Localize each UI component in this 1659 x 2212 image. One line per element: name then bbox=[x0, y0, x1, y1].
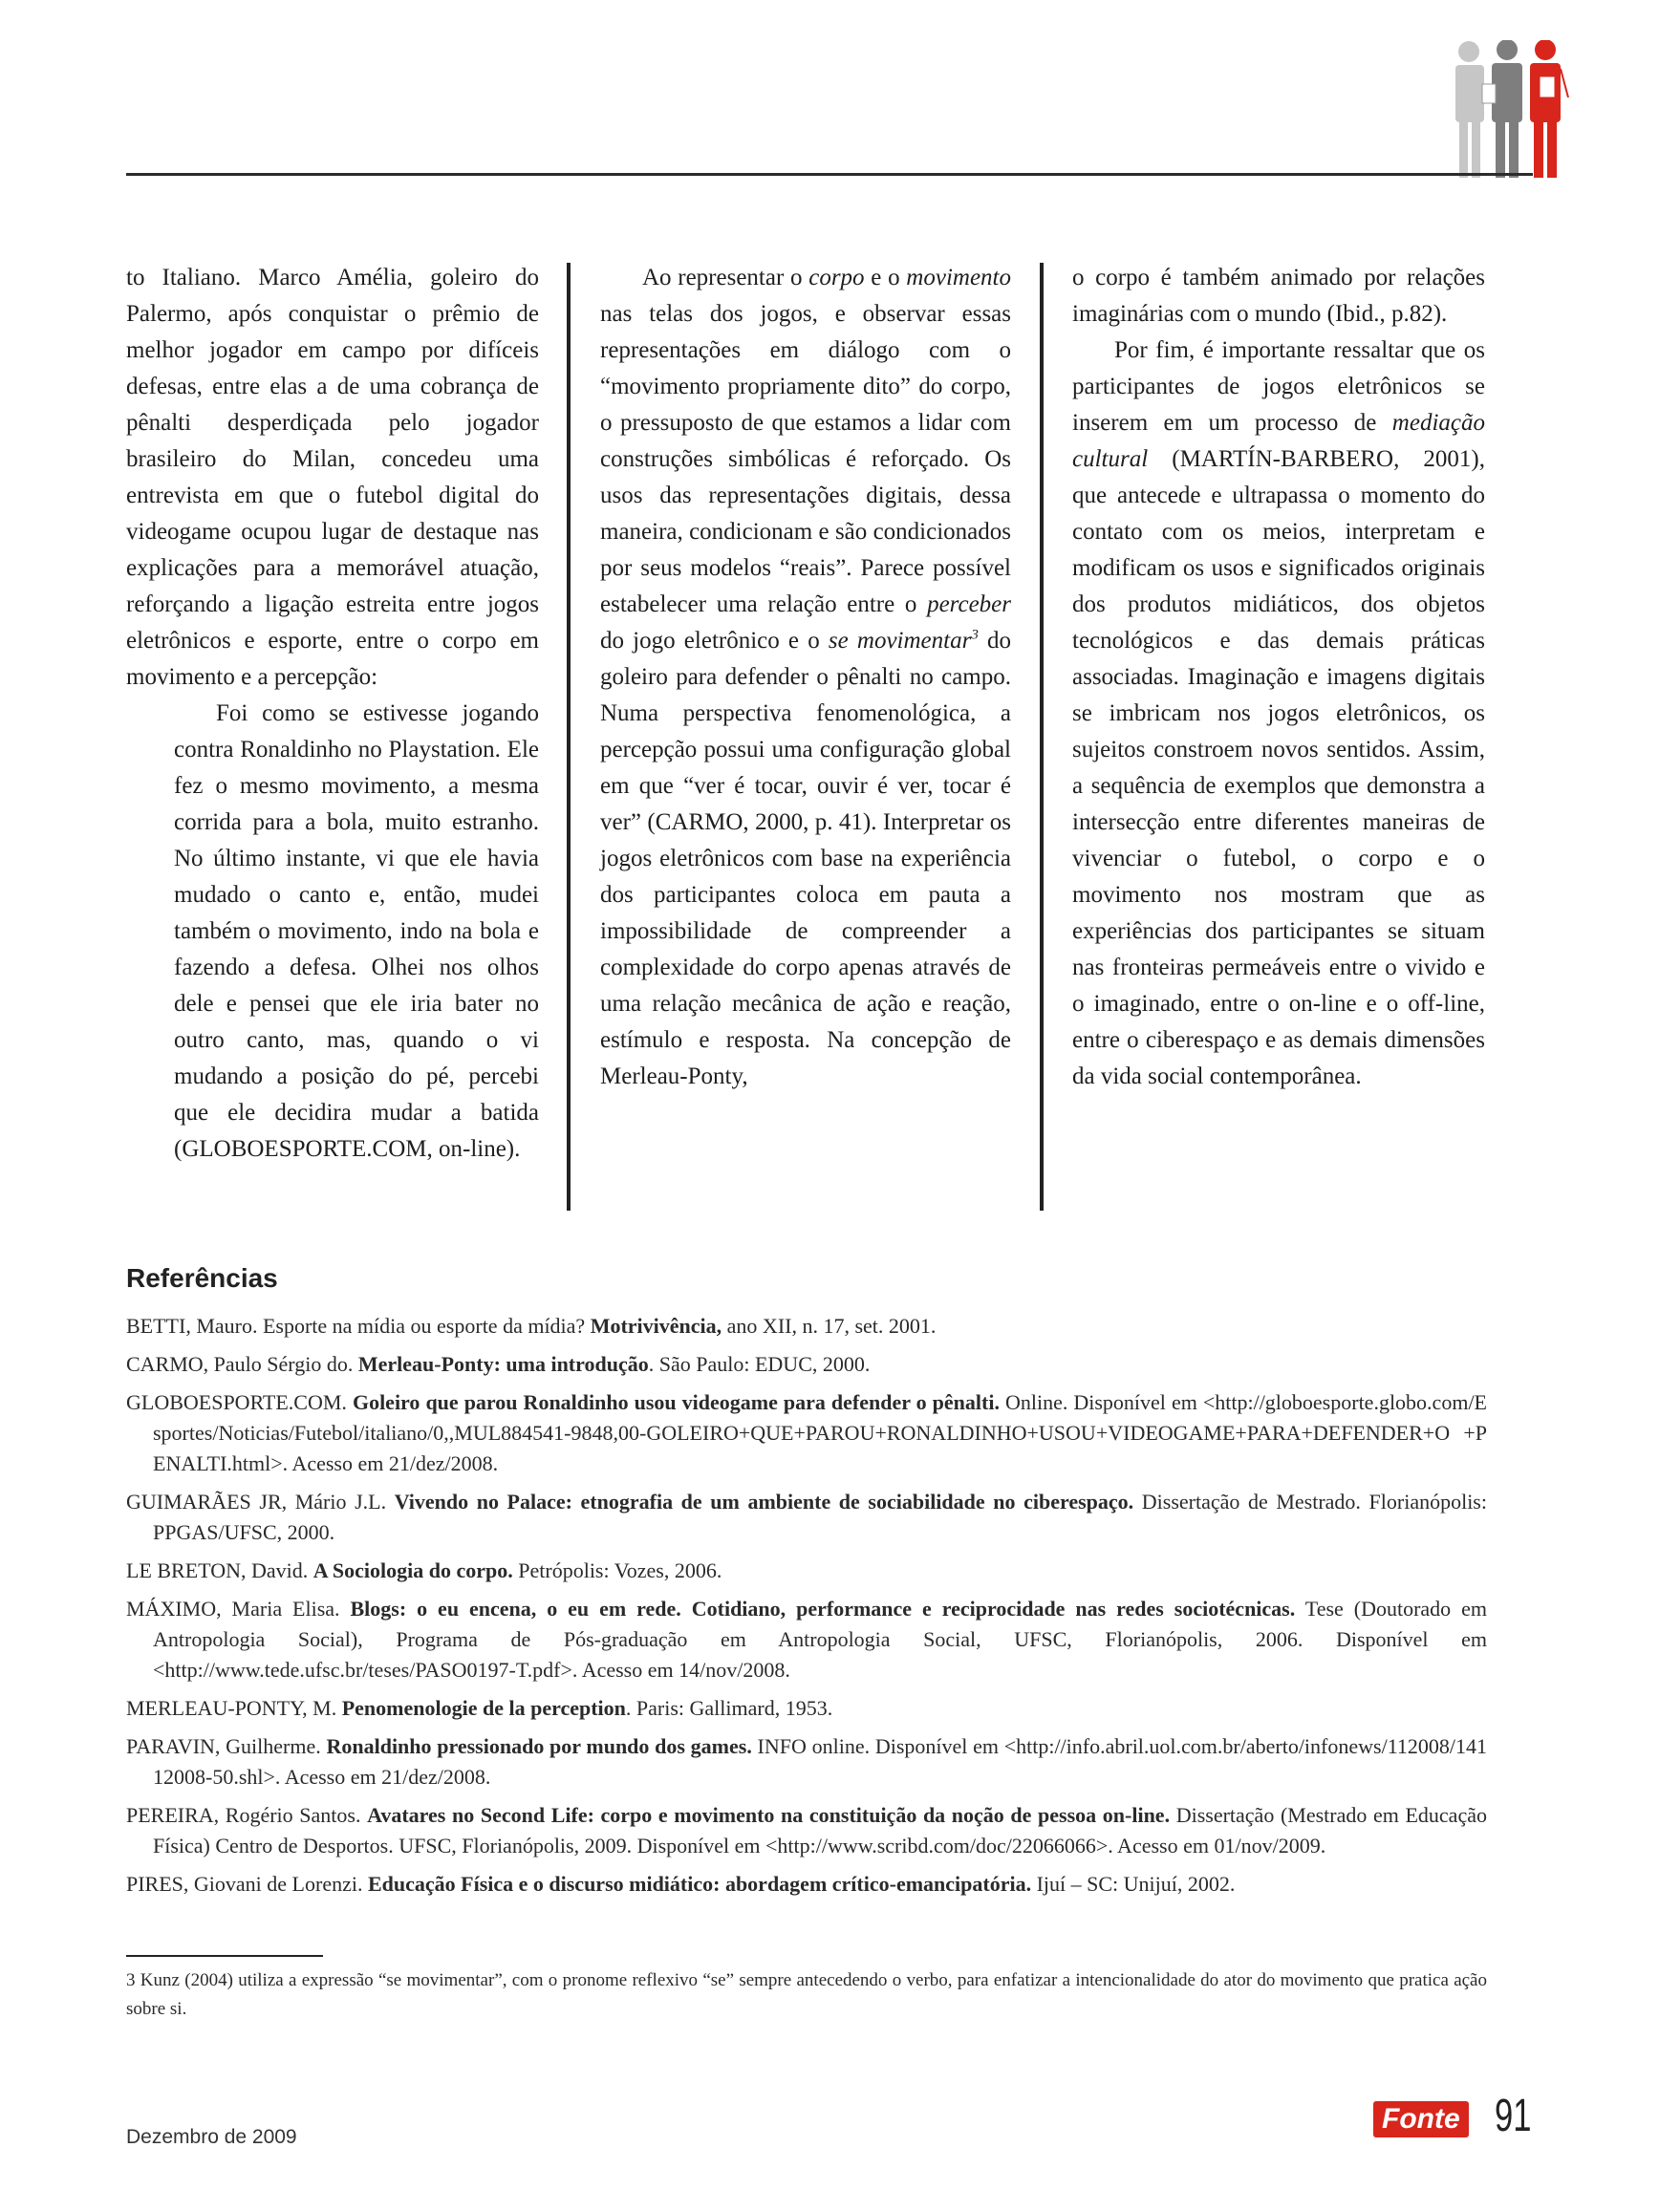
footnote-marker[interactable]: 3 bbox=[971, 627, 979, 643]
footnote: 3 Kunz (2004) utiliza a expressão “se movimentar”, com o pronome reflexivo “se” sempre antecedendo o verbo, para enfatizar a intencionalidade do ator do movimento que pratica ação sobre si. bbox=[126, 1970, 1487, 2019]
body-paragraph: o corpo é também animado por relações imaginárias com o mundo (Ibid., p.82). bbox=[1072, 265, 1485, 327]
body-paragraph: to Italiano. Marco Amélia, goleiro do Palermo, após conquistar o prêmio de melhor jogador em campo por difíceis defesas, entre elas a de uma cobrança de pênalti desperdiçada pelo jogador brasileiro do Milan, concedeu uma entrevista em que o futebol digital do videogame ocupou lugar de destaque nas explicações para a memorável atuação, reforçando a ligação estreita entre jogos eletrônicos e esporte, entre o corpo em movimento e a percepção: bbox=[126, 265, 539, 690]
reference-item: MERLEAU-PONTY, M. Penomenologie de la perception. Paris: Gallimard, 1953. bbox=[126, 1696, 833, 1720]
block-quote: Foi como se estivesse jogando contra Ronaldinho no Playstation. Ele fez o mesmo movimento, a mesma corrida para a bola, muito estranho. No último instante, vi que ele havia mudado o canto e, então, mudei também o movimento, indo na bola e fazendo a defesa. Olhei nos olhos dele e pensei que ele iria bater no outro canto, mas, quando o vi mudando a posição do pé, percebi que ele decidira mudar a batida (GLOBOESPORTE.COM, on-line). bbox=[174, 700, 539, 1162]
body-paragraph: Ao representar o corpo e o movimento nas telas dos jogos, e observar essas representações em diálogo com o “movimento propriamente dito” do corpo, o pressuposto de que estamos a lidar com construções simbólicas é reforçado. Os usos das representações digitais, dessa maneira, condicionam e são condicionados por seus modelos “reais”. Parece possível estabelecer uma relação entre o perceber do jogo eletrônico e o se movimentar$^3$ do goleiro para defender o pênalti no campo. Numa perspectiva fenomenológica, a percepção possui uma configuração global em que “ver é tocar, ouvir é ver, tocar é ver” (CARMO, 2000, p. 41). Interpretar os jogos eletrônicos com base na experiência dos participantes coloca em pauta a impossibilidade de compreender a complexidade do corpo apenas através de uma relação mecânica de ação e reação, estímulo e resposta. Na concepção de Merleau-Ponty, bbox=[600, 265, 1012, 1089]
references-list bbox=[126, 1311, 1487, 1907]
column-divider bbox=[1040, 263, 1044, 1211]
reference-item: PEREIRA, Rogério Santos. Avatares no Second Life: corpo e movimento na constituição da noção de pessoa on-line. Dissertação (Mestrado em Educação Física) Centro de Desportos. UFSC, Florianópolis, 2009. Disponível em <http://www.scribd.com/doc/22066066>. Acesso em 01/nov/2009. bbox=[126, 1803, 1487, 1858]
text-column-1 bbox=[126, 260, 539, 1168]
reference-item: CARMO, Paulo Sérgio do. Merleau-Ponty: uma introdução. São Paulo: EDUC, 2000. bbox=[126, 1352, 871, 1376]
reference-item: MÁXIMO, Maria Elisa. Blogs: o eu encena, o eu em rede. Cotidiano, performance e reciprocidade nas redes sociotécnicas. Tese (Doutorado em Antropologia Social), Programa de Pós-graduação em Antropologia Social, UFSC, Florianópolis, 2006. Disponível em <http://www.tede.ufsc.br/teses/PASO0197-T.pdf>. Acesso em 14/nov/2008. bbox=[126, 1597, 1487, 1682]
body-paragraph: Por fim, é importante ressaltar que os participantes de jogos eletrônicos se inserem em um processo de mediação cultural (MARTÍN-BARBERO, 2001), que antecede e ultrapassa o momento do contato com os meios, interpretam e modificam os usos e significados originais dos produtos midiáticos, dos objetos tecnológicos e das demais práticas associadas. Imaginação e imagens digitais se imbricam nos jogos eletrônicos, os sujeitos constroem novos sentidos. Assim, a sequência de exemplos que demonstra a intersecção entre diferentes maneiras de vivenciar o futebol, o corpo e o movimento nos mostram que as experiências dos participantes se situam nas fronteiras permeáveis entre o vivido e o imaginado, entre o on-line e o off-line, entre o ciberespaço e as demais dimensões da vida social contemporânea. bbox=[1072, 337, 1485, 1089]
reference-item: BETTI, Mauro. Esporte na mídia ou esporte da mídia? Motrivivência, ano XII, n. 17, set. 2001. bbox=[126, 1314, 937, 1338]
fonte-logo: Fonte bbox=[1373, 2101, 1469, 2137]
reference-item: GLOBOESPORTE.COM. Goleiro que parou Ronaldinho usou videogame para defender o pênalti. Online. Disponível em <http://globoesporte.globo.com/Esportes/Noticias/Futebol/italiano/0,,MUL884541-9848,00-GOLEIRO+QUE+PAROU+RONALDINHO+USOU+VIDEOGAME+PARA+DEFENDER+O +PENALTI.html>. Acesso em 21/dez/2008. bbox=[126, 1390, 1487, 1475]
text-column-2 bbox=[600, 260, 1011, 1095]
header-rule bbox=[126, 173, 1533, 176]
reference-item: LE BRETON, David. A Sociologia do corpo. Petrópolis: Vozes, 2006. bbox=[126, 1558, 722, 1582]
column-divider bbox=[567, 263, 571, 1211]
reference-item: PIRES, Giovani de Lorenzi. Educação Física e o discurso midiático: abordagem crítico-emancipatória. Ijuí – SC: Unijuí, 2002. bbox=[126, 1872, 1236, 1896]
references-heading: Referências bbox=[126, 1263, 278, 1293]
page-number: 91 bbox=[1495, 2091, 1532, 2141]
footer-date: Dezembro de 2009 bbox=[126, 2126, 297, 2148]
footnote-rule bbox=[126, 1955, 323, 1957]
reference-item: PARAVIN, Guilherme. Ronaldinho pressionado por mundo dos games. INFO online. Disponível em <http://info.abril.uol.com.br/aberto/infonews/112008/14112008-50.shl>. Acesso em 21/dez/2008. bbox=[126, 1734, 1487, 1789]
text-column-3 bbox=[1072, 260, 1485, 1095]
reference-item: GUIMARÃES JR, Mário J.L. Vivendo no Palace: etnografia de um ambiente de sociabilidade no ciberespaço. Dissertação de Mestrado. Florianópolis: PPGAS/UFSC, 2000. bbox=[126, 1490, 1487, 1544]
three-people-figures-icon bbox=[1448, 40, 1572, 179]
